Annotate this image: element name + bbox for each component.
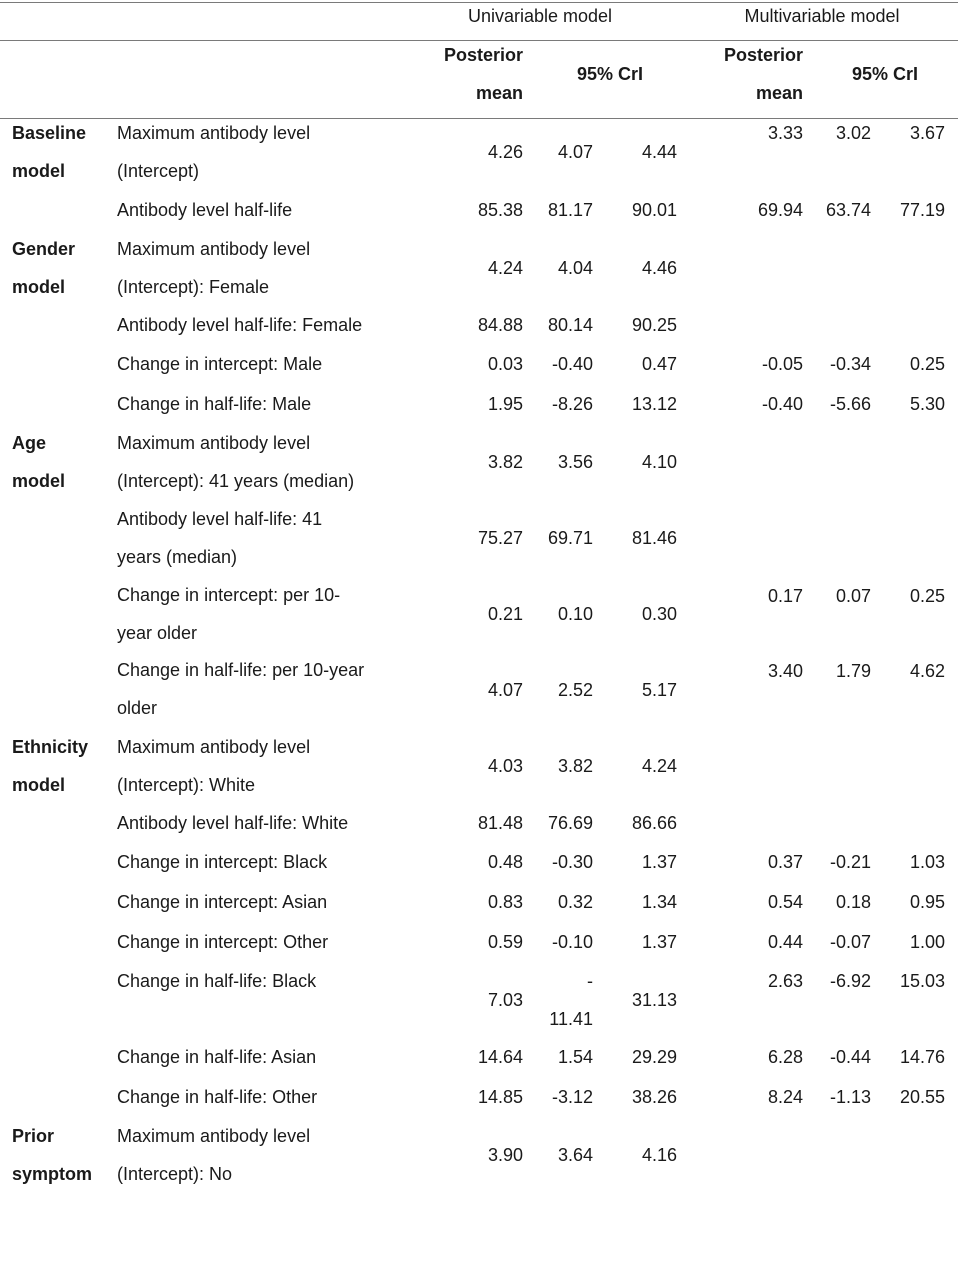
multi-value: 69.94 (757, 200, 803, 220)
multi-value: 3.67 (909, 123, 945, 143)
uni-value: 4.03 (487, 756, 523, 776)
uni-value: 3.82 (557, 756, 593, 776)
uni-value: 80.14 (547, 315, 593, 335)
uni-value: 3.64 (557, 1145, 593, 1165)
row-label: Change in intercept: Other (117, 932, 329, 952)
multi-value: 0.17 (767, 586, 803, 606)
multi-value: 0.25 (909, 586, 945, 606)
row-label: Antibody level half-life: 41 (117, 509, 323, 529)
uni-value: 81.46 (631, 528, 677, 548)
multi-value: -0.05 (761, 354, 803, 374)
uni-value: 4.26 (487, 142, 523, 162)
uni-value: -0.40 (551, 354, 593, 374)
row-label: Antibody level half-life: Female (117, 315, 363, 335)
uni-value: 0.83 (487, 892, 523, 912)
multi-value: 1.03 (909, 852, 945, 872)
row-label: Change in half-life: Male (117, 394, 312, 414)
row-label: Change in intercept: per 10- (117, 585, 341, 605)
row-label: Antibody level half-life: White (117, 813, 349, 833)
row-label: Maximum antibody level (117, 239, 311, 259)
uni-value: 1.95 (487, 394, 523, 414)
multi-value: 0.25 (909, 354, 945, 374)
multi-value: 8.24 (767, 1087, 803, 1107)
multi-value: 63.74 (825, 200, 871, 220)
uni-value: 14.64 (477, 1047, 523, 1067)
uni-value: 0.59 (487, 932, 523, 952)
uni-value: -8.26 (551, 394, 593, 414)
uni-posterior-header-line1: Posterior (443, 45, 523, 65)
row-label: Change in intercept: Asian (117, 892, 328, 912)
uni-value: 1.37 (641, 932, 677, 952)
row-label: Change in half-life: per 10-year (117, 660, 365, 680)
uni-value: 4.44 (641, 142, 677, 162)
uni-value: 11.41 (549, 1009, 593, 1029)
uni-value: - (587, 971, 593, 991)
uni-value: -3.12 (551, 1087, 593, 1107)
multi-value: 1.79 (835, 661, 871, 681)
uni-value: 0.48 (487, 852, 523, 872)
uni-value: 0.32 (557, 892, 593, 912)
uni-value: 75.27 (477, 528, 523, 548)
uni-value: 81.48 (477, 813, 523, 833)
group-label: symptom (12, 1164, 93, 1184)
row-label: years (median) (117, 547, 238, 567)
group-label: model (12, 471, 66, 491)
row-label: (Intercept): Female (117, 277, 270, 297)
uni-value: 1.34 (641, 892, 677, 912)
multi-value: 0.07 (835, 586, 871, 606)
uni-value: 4.24 (641, 756, 677, 776)
multi-value: -0.44 (829, 1047, 871, 1067)
uni-value: 14.85 (477, 1087, 523, 1107)
group-label: Gender (12, 239, 76, 259)
uni-value: 76.69 (547, 813, 593, 833)
uni-value: 29.29 (631, 1047, 677, 1067)
group-label: model (12, 161, 66, 181)
row-label: Maximum antibody level (117, 1126, 311, 1146)
row-label: (Intercept): 41 years (median) (117, 471, 355, 491)
uni-value: 2.52 (557, 680, 593, 700)
uni-value: 84.88 (477, 315, 523, 335)
uni-value: 85.38 (477, 200, 523, 220)
row-label: Change in intercept: Male (117, 354, 323, 374)
uni-value: 31.13 (631, 990, 677, 1010)
uni-value: 81.17 (547, 200, 593, 220)
multi-value: 0.44 (767, 932, 803, 952)
uni-value: 4.46 (641, 258, 677, 278)
uni-value: -0.10 (551, 932, 593, 952)
uni-value: 1.37 (641, 852, 677, 872)
uni-value: 0.47 (641, 354, 677, 374)
group-label: model (12, 277, 66, 297)
uni-value: 4.04 (557, 258, 593, 278)
uni-value: 86.66 (631, 813, 677, 833)
row-label: (Intercept): No (117, 1164, 233, 1184)
row-label: Change in half-life: Asian (117, 1047, 317, 1067)
uni-value: 0.21 (487, 604, 523, 624)
multi-value: -0.07 (829, 932, 871, 952)
multi-posterior-header-line2: mean (755, 83, 803, 103)
row-label: Maximum antibody level (117, 123, 311, 143)
multi-value: -0.40 (761, 394, 803, 414)
multi-value: 20.55 (899, 1087, 945, 1107)
row-label: Change in half-life: Other (117, 1087, 318, 1107)
uni-value: 3.82 (487, 452, 523, 472)
multi-posterior-header-line1: Posterior (723, 45, 803, 65)
uni-value: 13.12 (631, 394, 677, 414)
uni-value: 3.56 (557, 452, 593, 472)
multi-value: 0.54 (767, 892, 803, 912)
univariable-header: Univariable model (467, 6, 613, 26)
multi-crl-header: 95% CrI (851, 64, 919, 84)
group-label: model (12, 775, 66, 795)
uni-value: 3.90 (487, 1145, 523, 1165)
uni-value: 5.17 (641, 680, 677, 700)
uni-value: 90.25 (631, 315, 677, 335)
uni-value: 4.10 (641, 452, 677, 472)
multi-value: -5.66 (829, 394, 871, 414)
row-label: Maximum antibody level (117, 737, 311, 757)
multi-value: 4.62 (909, 661, 945, 681)
multi-value: 3.33 (767, 123, 803, 143)
group-label: Prior (12, 1126, 55, 1146)
row-label: (Intercept) (117, 161, 200, 181)
multi-value: 15.03 (899, 971, 945, 991)
uni-value: 0.30 (641, 604, 677, 624)
row-label: Antibody level half-life (117, 200, 293, 220)
uni-value: 69.71 (547, 528, 593, 548)
uni-value: -0.30 (551, 852, 593, 872)
multi-value: 1.00 (909, 932, 945, 952)
multi-value: 0.37 (767, 852, 803, 872)
uni-value: 4.24 (487, 258, 523, 278)
multi-value: 2.63 (767, 971, 803, 991)
uni-value: 4.07 (487, 680, 523, 700)
row-label: Change in intercept: Black (117, 852, 328, 872)
multivariable-header: Multivariable model (744, 6, 900, 26)
uni-crl-header: 95% CrI (576, 64, 644, 84)
group-label: Ethnicity (12, 737, 89, 757)
uni-posterior-header-line2: mean (475, 83, 523, 103)
uni-value: 1.54 (557, 1047, 593, 1067)
uni-value: 4.07 (557, 142, 593, 162)
multi-value: -0.21 (829, 852, 871, 872)
row-label: year older (117, 623, 198, 643)
row-label: older (117, 698, 158, 718)
multi-value: 3.02 (835, 123, 871, 143)
multi-value: 6.28 (767, 1047, 803, 1067)
multi-value: 14.76 (899, 1047, 945, 1067)
multi-value: 0.18 (835, 892, 871, 912)
multi-value: 77.19 (899, 200, 945, 220)
uni-value: 7.03 (487, 990, 523, 1010)
multi-value: -1.13 (829, 1087, 871, 1107)
uni-value: 0.03 (487, 354, 523, 374)
multi-value: 0.95 (909, 892, 945, 912)
multi-value: 5.30 (909, 394, 945, 414)
row-label: (Intercept): White (117, 775, 256, 795)
uni-value: 38.26 (631, 1087, 677, 1107)
uni-value: 4.16 (641, 1145, 677, 1165)
multi-value: -0.34 (829, 354, 871, 374)
multi-value: -6.92 (829, 971, 871, 991)
uni-value: 0.10 (557, 604, 593, 624)
uni-value: 90.01 (631, 200, 677, 220)
multi-value: 3.40 (767, 661, 803, 681)
group-label: Age (12, 433, 47, 453)
row-label: Change in half-life: Black (117, 971, 317, 991)
row-label: Maximum antibody level (117, 433, 311, 453)
group-label: Baseline (12, 123, 87, 143)
